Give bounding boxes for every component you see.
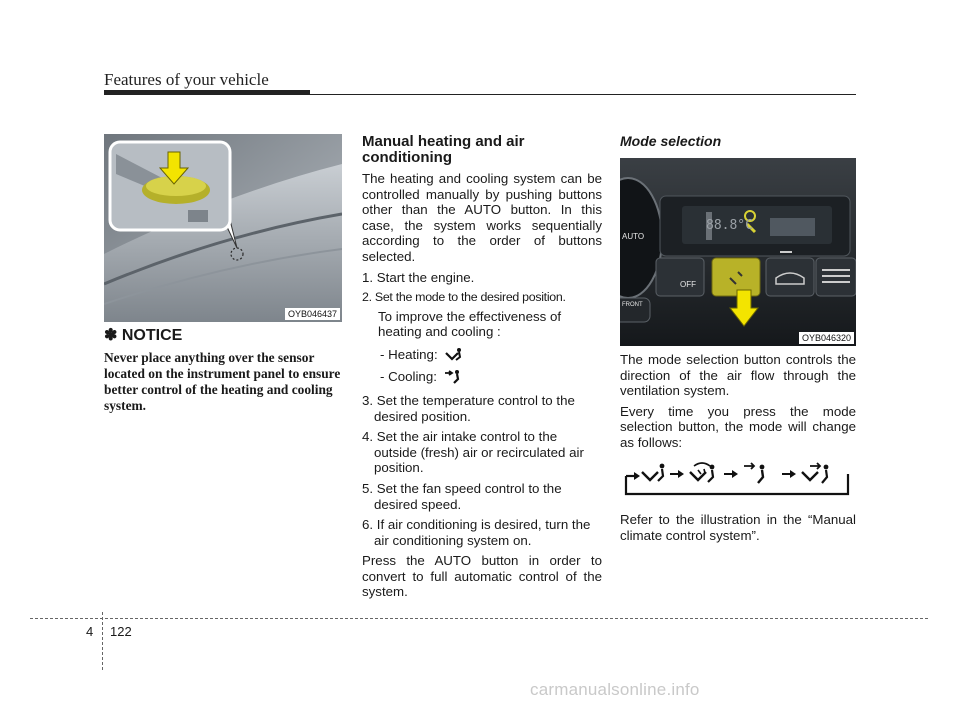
sensor-location-illustration — [104, 134, 342, 322]
page-number: 122 — [110, 624, 132, 639]
manual-intro: The heating and cooling system can be controlled manually by pushing buttons other than the AUTO button. In this case, the system works sequentially according to the order of buttons selected. — [362, 171, 602, 264]
figure-caption: OYB046437 — [285, 308, 340, 320]
floor-defrost-mode-icon — [690, 463, 714, 482]
mode-para-3: Refer to the illustration in the “Manual climate control system”. — [620, 512, 856, 543]
section-title-manual: Manual heating and air conditioning — [362, 133, 525, 166]
section-title-mode: Mode selection — [620, 133, 722, 149]
temperature-display: 88.8°C — [706, 218, 753, 233]
mode-section-footer — [620, 512, 856, 548]
front-defrost-label: FRONT — [622, 302, 643, 308]
step-4: 4. Set the air intake control to the outside (fresh) air or recirculated air position. — [362, 429, 584, 476]
notice-title: ✽ NOTICE — [104, 327, 183, 344]
mode-cycle-diagram — [620, 460, 856, 498]
heating-label: - Heating: — [380, 347, 438, 363]
footer-divider — [102, 612, 103, 670]
auto-button-label: AUTO — [622, 232, 645, 241]
step-1: 1. Start the engine. — [362, 269, 475, 285]
step-6: 6. If air conditioning is desired, turn the air conditioning system on. — [362, 517, 591, 548]
notice-body: Never place anything over the sensor located on the instrument panel to ensure better control of the heating and cooling system. — [104, 350, 341, 413]
face-mode-icon — [443, 369, 463, 385]
heating-mode-row — [362, 345, 602, 365]
mode-para-2: Every time you press the mode selection button, the mode will change as follows: — [620, 403, 856, 450]
header-rule — [104, 94, 856, 95]
mode-section-body — [620, 352, 856, 456]
step-3: 3. Set the temperature control to the desired position. — [362, 392, 575, 424]
step-2: 2. Set the mode to the desired position. — [362, 290, 566, 305]
figure-caption: OYB046320 — [799, 332, 854, 344]
manual-section-body — [362, 171, 602, 605]
cooling-mode-row — [362, 367, 602, 387]
running-header: Features of your vehicle — [104, 70, 269, 89]
control-panel-figure — [620, 158, 856, 346]
step-5: 5. Set the fan speed control to the desired speed. — [362, 480, 562, 512]
bi-level-mode-icon — [802, 463, 828, 483]
mode-para-1: The mode selection button controls the direction of the air flow through the ventilation system. — [620, 352, 856, 399]
floor-mode-icon — [444, 347, 464, 363]
manual-outro: Press the AUTO button in order to convert to full automatic control of the system. — [362, 553, 602, 600]
footer-rule — [30, 618, 928, 619]
chapter-number: 4 — [86, 624, 94, 639]
cooling-label: - Cooling: — [380, 369, 437, 385]
face-mode-icon — [744, 463, 764, 483]
sensor-location-figure — [104, 134, 342, 322]
control-panel-illustration — [620, 158, 856, 346]
floor-mode-icon — [642, 464, 664, 481]
off-button-label: OFF — [680, 280, 696, 289]
watermark: carmanualsonline.info — [530, 680, 700, 699]
step-2-detail: To improve the effectiveness of heating and cooling : — [378, 308, 562, 340]
